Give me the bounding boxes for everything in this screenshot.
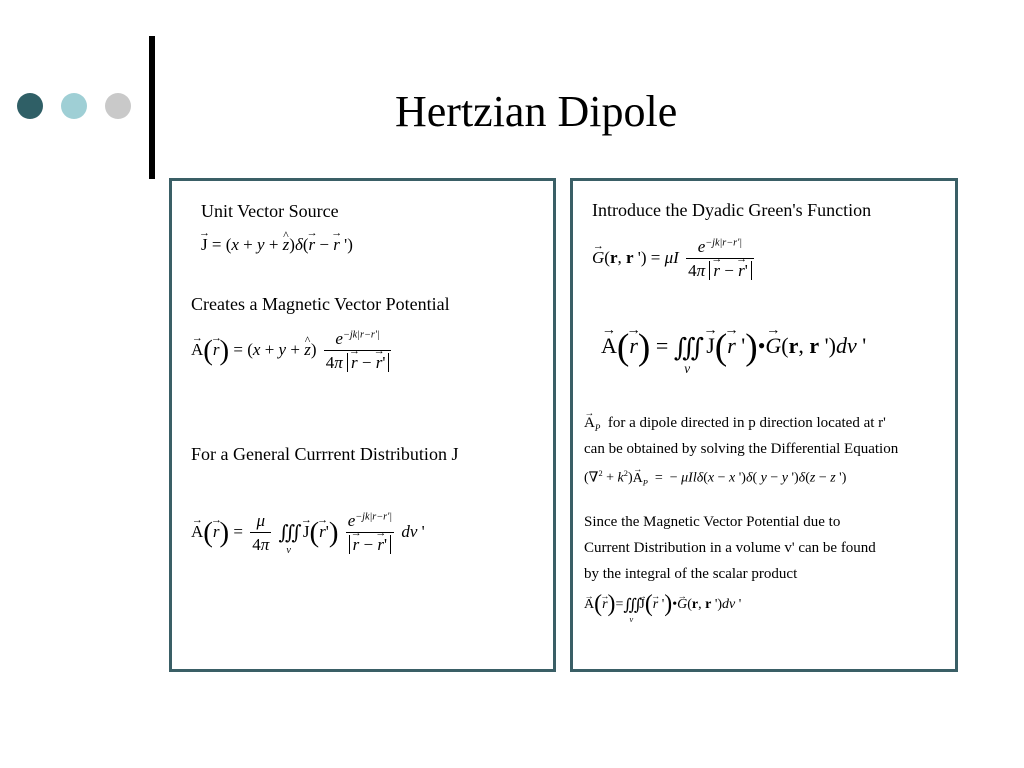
equation-a-integral: → A(→ r) = ∭ v → J(→ r ')•→ G(r, r ')dv ' bbox=[601, 329, 866, 366]
equation-differential: $(\nabla^2 + k^2)\to A_P$ = − μIlδ(x − x ')δ( y − y ')δ(z − z ') bbox=[584, 469, 846, 487]
equation-a-general: → A(→ r) = $\frac{\mu}{4\pi}$ ∭ v → J(→ r') $e^{-jk|r-r'|}$ → r − → r' dv ' bbox=[191, 511, 425, 555]
left-panel bbox=[169, 178, 556, 672]
since-line-3: by the integral of the scalar product bbox=[584, 566, 798, 582]
slide-title: Hertzian Dipole bbox=[395, 87, 678, 136]
dipole-line-1-text: for a dipole directed in p direction located at r' bbox=[607, 415, 886, 431]
right-panel bbox=[570, 178, 958, 672]
since-line-2: Current Distribution in a volume v' can be found bbox=[584, 540, 876, 556]
equation-a-unit-source: → A(→ r) = (x + y + ^ z) $\frac{e^{-jk|r-r'|}}{4\pi \to r - \to r'}$ bbox=[191, 329, 394, 373]
decor-dot-light bbox=[61, 93, 87, 119]
magnetic-potential-heading: Creates a Magnetic Vector Potential bbox=[191, 294, 450, 314]
equation-j-unit-source: → J = (x + y + ^ z)δ(→ r − → r ') bbox=[201, 235, 353, 255]
dyadic-green-heading: Introduce the Dyadic Green's Function bbox=[592, 200, 872, 220]
since-line-1: Since the Magnetic Vector Potential due to bbox=[584, 514, 841, 530]
equation-green-function: → G(r, r ') = μI $\frac{e^{-jk|r-r'|}}{4\pi \to r - \to r'}$ bbox=[592, 237, 757, 281]
decor-dot-gray bbox=[105, 93, 131, 119]
decor-vertical-bar bbox=[149, 36, 155, 179]
equation-a-integral-small: → A(→ r)=∭ v → J(→ r ')•→ G(r, r ')dv ' bbox=[584, 593, 741, 617]
dipole-line-2: can be obtained by solving the Differential Equation bbox=[584, 441, 899, 457]
dipole-line-1: → $A_P$ for a dipole directed in p direction located at r' bbox=[584, 415, 886, 433]
decor-dot-dark bbox=[17, 93, 43, 119]
unit-vector-heading: Unit Vector Source bbox=[201, 201, 339, 221]
general-distribution-heading: For a General Currrent Distribution J bbox=[191, 444, 459, 464]
